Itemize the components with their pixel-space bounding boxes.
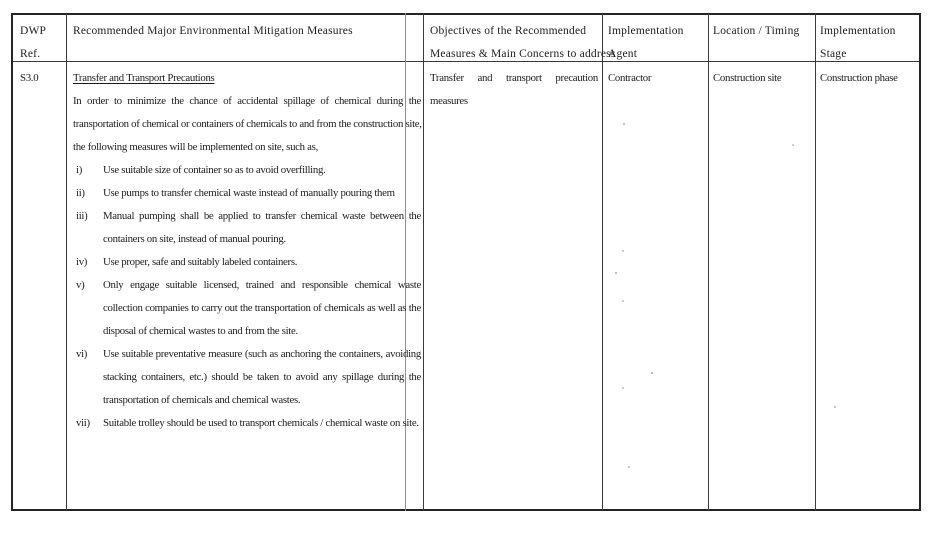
table-border-bottom (11, 509, 921, 511)
measures-intro-line: In order to minimize the chance of accidental spillage of chemical during the (73, 95, 421, 107)
header-cell-dwp-ref (20, 13, 46, 66)
item-line: Manual pumping shall be applied to transfer chemical waste between the (103, 210, 421, 222)
row-agent-cell (608, 62, 651, 90)
row-measures-cell (73, 62, 421, 435)
item-number: ii) (76, 187, 85, 199)
item-number: vi) (76, 348, 88, 360)
header-line: Implementation (608, 25, 684, 37)
header-cell-location (713, 13, 799, 43)
header-line: Ref. (20, 48, 41, 60)
item-line: Only engage suitable licensed, trained and responsible chemical waste (103, 279, 421, 291)
header-cell-objectives (430, 13, 616, 66)
measure-item-iv (73, 251, 421, 274)
header-line: DWP (20, 25, 47, 37)
location-value: Construction site (713, 72, 782, 84)
item-number: vii) (76, 417, 90, 429)
item-number: v) (76, 279, 85, 291)
header-line: Agent (608, 48, 638, 60)
header-cell-agent (608, 13, 684, 66)
header-cell-measures (73, 13, 353, 43)
measure-item-iii (73, 205, 421, 251)
row-objectives-cell (430, 62, 598, 113)
col-divider-ref-measures (66, 13, 67, 511)
objectives-line: Transfer and transport precaution (430, 72, 598, 84)
header-line: Measures & Main Concerns to address (430, 48, 616, 60)
measure-item-vii (73, 412, 421, 435)
col-divider-location-stage (815, 13, 816, 511)
col-divider-objectives-agent (602, 13, 603, 511)
scan-artifact-dots (623, 123, 625, 125)
item-line: Use proper, safe and suitably labeled containers. (103, 256, 298, 268)
item-number: i) (76, 164, 82, 176)
measures-heading (73, 67, 421, 90)
header-line: Implementation (820, 25, 896, 37)
measures-intro-line: transportation of chemical or containers of chemicals to and from the construction site, (73, 118, 422, 130)
table-border-right (919, 13, 921, 511)
header-line: Recommended Major Environmental Mitigation Measures (73, 25, 353, 37)
item-line: stacking containers, etc.) should be taken to avoid any spillage during the (103, 371, 421, 383)
item-line: Use suitable size of container so as to avoid overfilling. (103, 164, 326, 176)
item-number: iv) (76, 256, 88, 268)
header-cell-stage (820, 13, 896, 66)
objectives-line: measures (430, 95, 468, 107)
dwp-ref-value: S3.0 (20, 72, 39, 84)
row-ref-cell (20, 62, 38, 90)
header-line: Stage (820, 48, 847, 60)
row-stage-cell (820, 62, 898, 90)
measure-item-vi (73, 343, 421, 412)
measure-item-ii (73, 182, 421, 205)
measure-item-v (73, 274, 421, 343)
item-line: collection companies to carry out the transportation of chemicals as well as the (103, 302, 421, 314)
item-line: transportation of chemicals and chemical wastes. (103, 394, 301, 406)
table-border-left (11, 13, 13, 511)
item-line: disposal of chemical wastes to and from the site. (103, 325, 298, 337)
agent-value: Contractor (608, 72, 652, 84)
measure-item-i (73, 159, 421, 182)
measures-intro-line: the following measures will be implemented on site, such as, (73, 141, 318, 153)
row-location-cell (713, 62, 781, 90)
stage-value: Construction phase (820, 72, 898, 84)
item-line: Use pumps to transfer chemical waste instead of manually pouring them (103, 187, 395, 199)
measures-heading-text: Transfer and Transport Precautions (73, 72, 215, 84)
header-line: Objectives of the Recommended (430, 25, 587, 37)
item-line: containers on site, instead of manual pouring. (103, 233, 286, 245)
col-divider-measures-objectives (423, 13, 424, 511)
header-line: Location / Timing (713, 25, 800, 37)
item-line: Suitable trolley should be used to transport chemicals / chemical waste on site. (103, 417, 419, 429)
col-divider-agent-location (708, 13, 709, 511)
item-number: iii) (76, 210, 88, 222)
item-line: Use suitable preventative measure (such as anchoring the containers, avoiding (103, 348, 421, 360)
